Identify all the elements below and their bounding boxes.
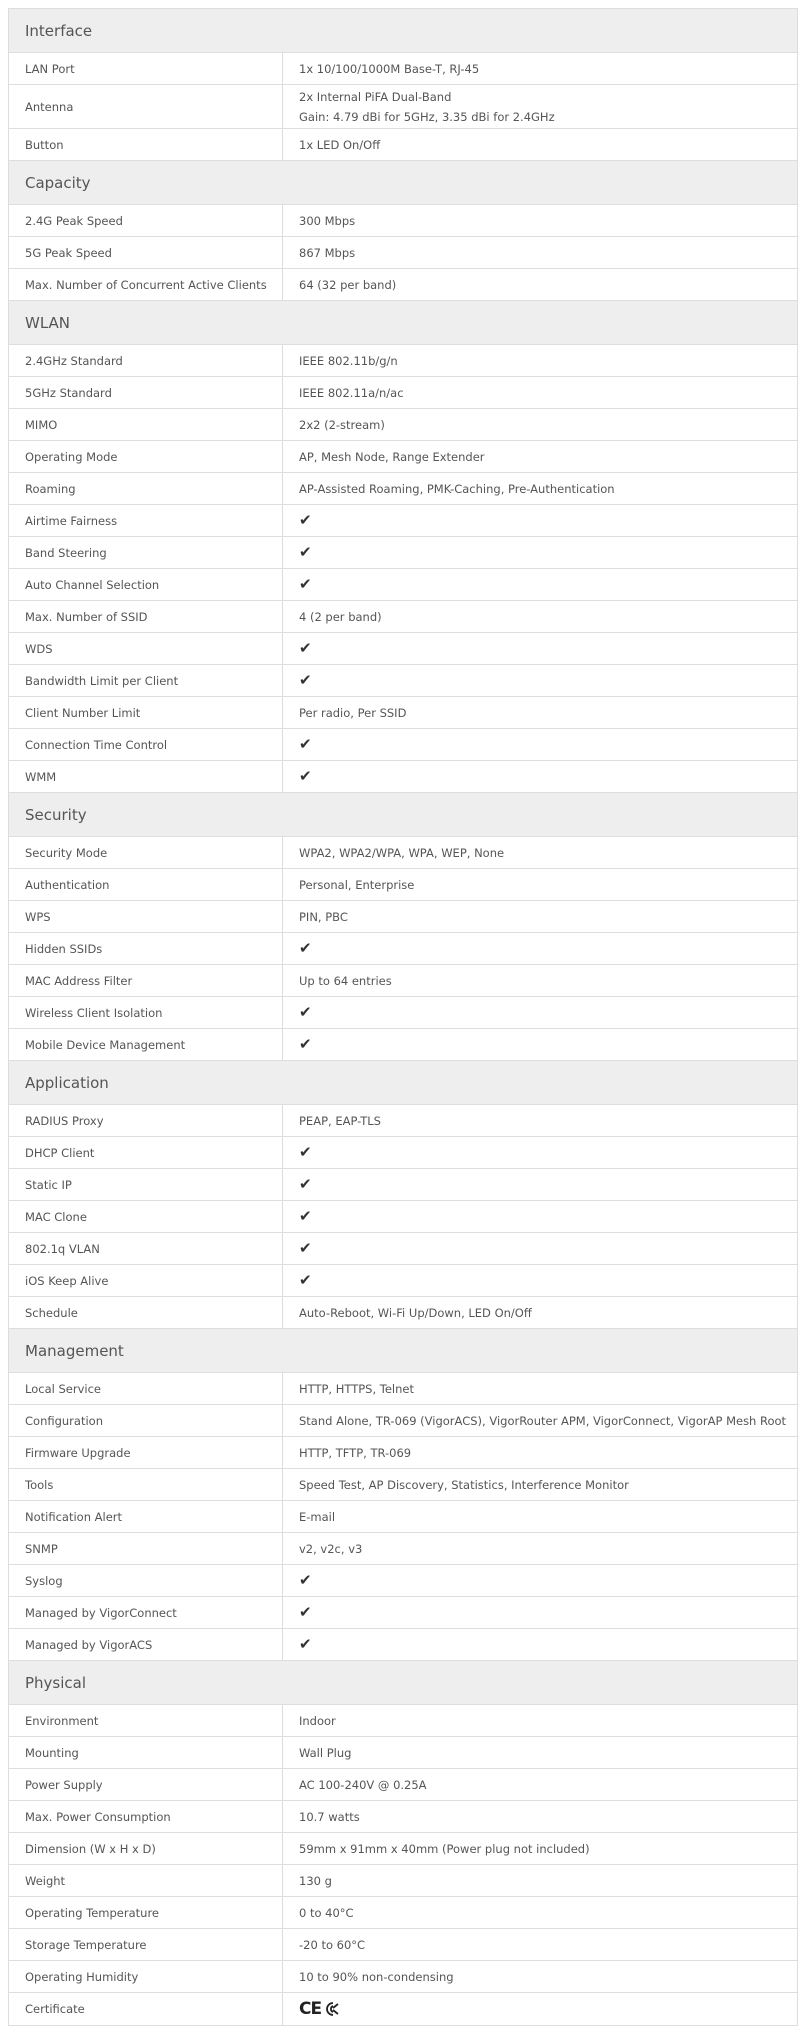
spec-row-mac-clone	[9, 1201, 797, 1233]
spec-value	[283, 1233, 797, 1264]
spec-value	[283, 997, 797, 1028]
spec-value	[283, 1565, 797, 1596]
spec-value-line: Gain: 4.79 dBi for 5GHz, 3.35 dBi for 2.4GHz	[299, 109, 555, 124]
spec-value-line: PIN, PBC	[299, 909, 348, 924]
check-icon: ✔	[299, 1207, 312, 1225]
spec-value	[283, 1897, 797, 1928]
spec-value	[283, 729, 797, 760]
spec-value	[283, 901, 797, 932]
check-icon: ✔	[299, 575, 312, 593]
spec-value	[283, 537, 797, 568]
check-icon: ✔	[299, 1603, 312, 1621]
spec-row-managed-by-vigorconnect	[9, 1597, 797, 1629]
spec-value	[283, 1029, 797, 1060]
spec-value	[283, 85, 797, 128]
spec-label: Environment	[9, 1705, 283, 1736]
spec-value-line: Wall Plug	[299, 1745, 352, 1760]
spec-label: Certificate	[9, 1993, 283, 2025]
spec-value	[283, 205, 797, 236]
spec-row-environment	[9, 1705, 797, 1737]
spec-row-button	[9, 129, 797, 161]
spec-value	[283, 837, 797, 868]
spec-label: MAC Clone	[9, 1201, 283, 1232]
spec-value	[283, 1833, 797, 1864]
spec-value	[283, 697, 797, 728]
spec-value	[283, 237, 797, 268]
section-header-security: Security	[9, 793, 797, 837]
spec-label: WPS	[9, 901, 283, 932]
spec-row-schedule	[9, 1297, 797, 1329]
spec-row-configuration	[9, 1405, 797, 1437]
spec-row-static-ip	[9, 1169, 797, 1201]
spec-label: Storage Temperature	[9, 1929, 283, 1960]
spec-row-5ghz-standard	[9, 377, 797, 409]
spec-label: Configuration	[9, 1405, 283, 1436]
spec-value	[283, 633, 797, 664]
check-icon: ✔	[299, 1271, 312, 1289]
spec-label: WDS	[9, 633, 283, 664]
spec-row-mobile-device-management	[9, 1029, 797, 1061]
spec-value	[283, 1597, 797, 1628]
check-icon: ✔	[299, 1003, 312, 1021]
section-header-interface: Interface	[9, 9, 797, 53]
spec-row-mimo	[9, 409, 797, 441]
spec-row-storage-temperature	[9, 1929, 797, 1961]
spec-value	[283, 269, 797, 300]
spec-row-wps	[9, 901, 797, 933]
spec-row-2-4ghz-standard	[9, 345, 797, 377]
section-header-application: Application	[9, 1061, 797, 1105]
check-icon: ✔	[299, 1239, 312, 1257]
spec-label: Antenna	[9, 85, 283, 128]
check-icon: ✔	[299, 767, 312, 785]
spec-label: Roaming	[9, 473, 283, 504]
spec-label: Syslog	[9, 1565, 283, 1596]
spec-value	[283, 1961, 797, 1992]
spec-label: 2.4G Peak Speed	[9, 205, 283, 236]
spec-row-operating-humidity	[9, 1961, 797, 1993]
spec-row-hidden-ssids	[9, 933, 797, 965]
spec-label: Operating Mode	[9, 441, 283, 472]
spec-row-dimension-w-x-h-x-d	[9, 1833, 797, 1865]
spec-label: Airtime Fairness	[9, 505, 283, 536]
spec-value	[283, 1105, 797, 1136]
spec-value	[283, 1769, 797, 1800]
spec-label: Firmware Upgrade	[9, 1437, 283, 1468]
spec-row-notification-alert	[9, 1501, 797, 1533]
spec-label: LAN Port	[9, 53, 283, 84]
check-icon: ✔	[299, 735, 312, 753]
certificate-marks	[299, 1999, 797, 2019]
check-icon: ✔	[299, 543, 312, 561]
spec-value-line: Speed Test, AP Discovery, Statistics, Interference Monitor	[299, 1477, 629, 1492]
section-header-wlan: WLAN	[9, 301, 797, 345]
spec-label: Operating Temperature	[9, 1897, 283, 1928]
spec-label: Max. Number of SSID	[9, 601, 283, 632]
spec-row-max-number-of-ssid	[9, 601, 797, 633]
spec-row-client-number-limit	[9, 697, 797, 729]
spec-value	[283, 1737, 797, 1768]
spec-label: MAC Address Filter	[9, 965, 283, 996]
spec-value	[283, 1265, 797, 1296]
spec-value-line: 300 Mbps	[299, 213, 356, 228]
spec-value-line: Up to 64 entries	[299, 973, 392, 988]
spec-row-snmp	[9, 1533, 797, 1565]
spec-label: Band Steering	[9, 537, 283, 568]
spec-label: MIMO	[9, 409, 283, 440]
spec-row-wmm	[9, 761, 797, 793]
spec-value	[283, 1201, 797, 1232]
spec-value-line: Personal, Enterprise	[299, 877, 415, 892]
spec-row-syslog	[9, 1565, 797, 1597]
spec-row-802-1q-vlan	[9, 1233, 797, 1265]
spec-label: Auto Channel Selection	[9, 569, 283, 600]
spec-label: Mobile Device Management	[9, 1029, 283, 1060]
spec-row-wds	[9, 633, 797, 665]
spec-value	[283, 601, 797, 632]
spec-row-max-number-of-concurrent-active-clients	[9, 269, 797, 301]
spec-label: Managed by VigorACS	[9, 1629, 283, 1660]
spec-label: Tools	[9, 1469, 283, 1500]
spec-value	[283, 761, 797, 792]
spec-label: Managed by VigorConnect	[9, 1597, 283, 1628]
check-icon: ✔	[299, 939, 312, 957]
spec-row-mounting	[9, 1737, 797, 1769]
spec-label: 5G Peak Speed	[9, 237, 283, 268]
spec-value	[283, 933, 797, 964]
spec-value	[283, 965, 797, 996]
spec-row-mac-address-filter	[9, 965, 797, 997]
spec-value-line: v2, v2c, v3	[299, 1541, 363, 1556]
spec-value	[283, 473, 797, 504]
spec-value-line: AP-Assisted Roaming, PMK-Caching, Pre-Authentication	[299, 481, 615, 496]
spec-value	[283, 377, 797, 408]
spec-value	[283, 1533, 797, 1564]
spec-value-line: 130 g	[299, 1873, 332, 1888]
spec-value	[283, 1865, 797, 1896]
spec-value-line: 4 (2 per band)	[299, 609, 382, 624]
spec-row-antenna	[9, 85, 797, 129]
spec-label: Operating Humidity	[9, 1961, 283, 1992]
spec-label: Local Service	[9, 1373, 283, 1404]
spec-value-line: PEAP, EAP-TLS	[299, 1113, 381, 1128]
spec-value	[283, 129, 797, 160]
spec-value-line: 0 to 40°C	[299, 1905, 354, 1920]
spec-value	[283, 1705, 797, 1736]
spec-value-line: HTTP, TFTP, TR-069	[299, 1445, 412, 1460]
spec-value	[283, 569, 797, 600]
spec-row-roaming	[9, 473, 797, 505]
section-header-capacity: Capacity	[9, 161, 797, 205]
spec-value	[283, 1137, 797, 1168]
spec-row-wireless-client-isolation	[9, 997, 797, 1029]
spec-row-operating-temperature	[9, 1897, 797, 1929]
spec-row-radius-proxy	[9, 1105, 797, 1137]
check-icon: ✔	[299, 511, 312, 529]
spec-row-managed-by-vigoracs	[9, 1629, 797, 1661]
spec-value-line: 2x Internal PiFA Dual-Band	[299, 89, 452, 104]
spec-value	[283, 1993, 797, 2025]
spec-row-connection-time-control	[9, 729, 797, 761]
check-icon: ✔	[299, 1143, 312, 1161]
spec-row-security-mode	[9, 837, 797, 869]
spec-value	[283, 1405, 797, 1436]
spec-row-lan-port	[9, 53, 797, 85]
spec-row-ios-keep-alive	[9, 1265, 797, 1297]
spec-value	[283, 1929, 797, 1960]
spec-label: Max. Power Consumption	[9, 1801, 283, 1832]
ce-mark-icon: CE	[299, 1999, 322, 2019]
spec-label: Notification Alert	[9, 1501, 283, 1532]
spec-value	[283, 1501, 797, 1532]
spec-label: 802.1q VLAN	[9, 1233, 283, 1264]
check-icon: ✔	[299, 1571, 312, 1589]
spec-value	[283, 53, 797, 84]
spec-row-authentication	[9, 869, 797, 901]
spec-value	[283, 869, 797, 900]
spec-value-line: 867 Mbps	[299, 245, 356, 260]
spec-label: Security Mode	[9, 837, 283, 868]
spec-label: Power Supply	[9, 1769, 283, 1800]
spec-row-2-4g-peak-speed	[9, 205, 797, 237]
spec-value	[283, 409, 797, 440]
spec-label: Mounting	[9, 1737, 283, 1768]
spec-value	[283, 345, 797, 376]
spec-row-certificate	[9, 1993, 797, 2025]
spec-value-line: 10.7 watts	[299, 1809, 360, 1824]
spec-label: Hidden SSIDs	[9, 933, 283, 964]
spec-row-local-service	[9, 1373, 797, 1405]
spec-row-bandwidth-limit-per-client	[9, 665, 797, 697]
spec-label: Client Number Limit	[9, 697, 283, 728]
spec-value-line: Indoor	[299, 1713, 336, 1728]
spec-value	[283, 505, 797, 536]
spec-value-line: 64 (32 per band)	[299, 277, 397, 292]
spec-value	[283, 1437, 797, 1468]
check-icon: ✔	[299, 1635, 312, 1653]
spec-value	[283, 1629, 797, 1660]
spec-value-line: Stand Alone, TR-069 (VigorACS), VigorRouter APM, VigorConnect, VigorAP Mesh Root	[299, 1413, 787, 1428]
spec-row-power-supply	[9, 1769, 797, 1801]
check-icon: ✔	[299, 1035, 312, 1053]
spec-value-line: 10 to 90% non-condensing	[299, 1969, 454, 1984]
spec-row-band-steering	[9, 537, 797, 569]
spec-value-line: AC 100-240V @ 0.25A	[299, 1777, 427, 1792]
spec-label: 5GHz Standard	[9, 377, 283, 408]
check-icon: ✔	[299, 671, 312, 689]
spec-label: Wireless Client Isolation	[9, 997, 283, 1028]
spec-label: Static IP	[9, 1169, 283, 1200]
spec-value-line: Auto-Reboot, Wi-Fi Up/Down, LED On/Off	[299, 1305, 532, 1320]
spec-value-line: IEEE 802.11a/n/ac	[299, 385, 404, 400]
spec-value-line: WPA2, WPA2/WPA, WPA, WEP, None	[299, 845, 505, 860]
spec-label: SNMP	[9, 1533, 283, 1564]
check-icon: ✔	[299, 639, 312, 657]
spec-value	[283, 441, 797, 472]
spec-row-operating-mode	[9, 441, 797, 473]
spec-label: Schedule	[9, 1297, 283, 1328]
rcm-mark-icon	[324, 2001, 340, 2017]
spec-row-tools	[9, 1469, 797, 1501]
spec-value-line: IEEE 802.11b/g/n	[299, 353, 398, 368]
spec-label: RADIUS Proxy	[9, 1105, 283, 1136]
spec-row-dhcp-client	[9, 1137, 797, 1169]
spec-label: Bandwidth Limit per Client	[9, 665, 283, 696]
spec-row-weight	[9, 1865, 797, 1897]
spec-value-line: E-mail	[299, 1509, 336, 1524]
spec-value	[283, 1169, 797, 1200]
spec-value-line: -20 to 60°C	[299, 1937, 366, 1952]
spec-value	[283, 1297, 797, 1328]
spec-value	[283, 1801, 797, 1832]
spec-label: Max. Number of Concurrent Active Clients	[9, 269, 283, 300]
spec-value	[283, 665, 797, 696]
check-icon: ✔	[299, 1175, 312, 1193]
spec-label: iOS Keep Alive	[9, 1265, 283, 1296]
spec-value-line: 1x LED On/Off	[299, 137, 381, 152]
spec-value	[283, 1373, 797, 1404]
spec-label: DHCP Client	[9, 1137, 283, 1168]
spec-value-line: AP, Mesh Node, Range Extender	[299, 449, 485, 464]
spec-row-auto-channel-selection	[9, 569, 797, 601]
section-header-physical: Physical	[9, 1661, 797, 1705]
spec-value-line: Per radio, Per SSID	[299, 705, 407, 720]
spec-value-line: 1x 10/100/1000M Base-T, RJ-45	[299, 61, 480, 76]
spec-label: Connection Time Control	[9, 729, 283, 760]
spec-table	[8, 8, 798, 2026]
spec-value-line: HTTP, HTTPS, Telnet	[299, 1381, 414, 1396]
spec-row-max-power-consumption	[9, 1801, 797, 1833]
section-header-management: Management	[9, 1329, 797, 1373]
spec-row-firmware-upgrade	[9, 1437, 797, 1469]
spec-value-line: 59mm x 91mm x 40mm (Power plug not included)	[299, 1841, 590, 1856]
spec-row-airtime-fairness	[9, 505, 797, 537]
spec-label: Button	[9, 129, 283, 160]
spec-label: WMM	[9, 761, 283, 792]
spec-row-5g-peak-speed	[9, 237, 797, 269]
spec-label: Authentication	[9, 869, 283, 900]
spec-label: Weight	[9, 1865, 283, 1896]
spec-value-line: 2x2 (2-stream)	[299, 417, 385, 432]
spec-value	[283, 1469, 797, 1500]
spec-label: Dimension (W x H x D)	[9, 1833, 283, 1864]
spec-label: 2.4GHz Standard	[9, 345, 283, 376]
